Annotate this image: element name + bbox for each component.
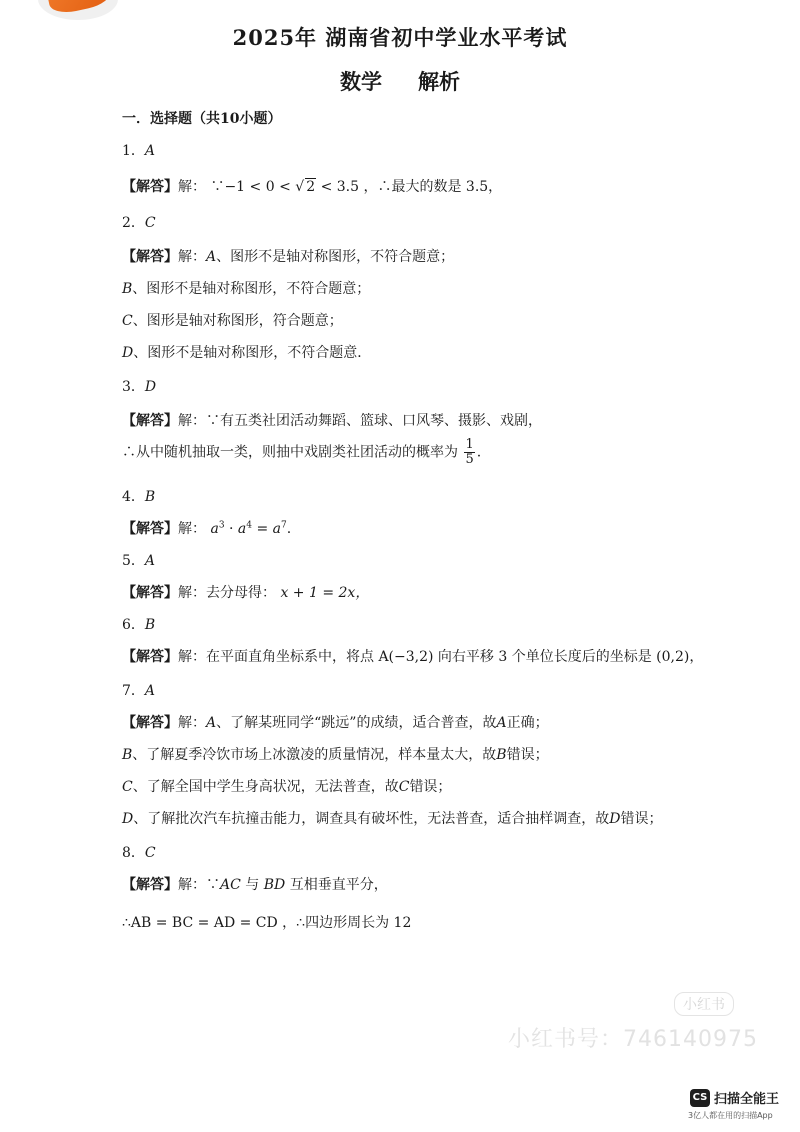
- q4-answer-line: [122, 486, 155, 506]
- q3-answer-line: [122, 376, 156, 396]
- q2-solution-d: [122, 342, 371, 362]
- q6-jie: 解：: [178, 649, 206, 665]
- q3-tag: 【解答】: [122, 413, 178, 429]
- section-heading: 一．选择题（共10小题）: [122, 111, 282, 127]
- xiaohongshu-watermark-id: 小红书号：746140975: [508, 1027, 758, 1052]
- camscanner-icon: CS: [690, 1089, 710, 1107]
- q7-option-d-text: 、了解批次汽车抗撞击能力，调查具有破坏性，无法普查，适合抽样调查，故: [133, 811, 610, 827]
- q7-answer: A: [144, 683, 156, 699]
- q4-solution: [122, 518, 291, 538]
- q5-text: 去分母得：: [206, 585, 276, 601]
- scanner-name: 扫描全能王: [714, 1092, 780, 1107]
- scanner-tagline: 3亿人都在用的扫描App: [688, 1111, 773, 1120]
- q8-solution-1: [122, 874, 388, 894]
- q7-number: 7．: [122, 683, 145, 699]
- q4-equals: =: [252, 521, 273, 537]
- q5-solution: [122, 582, 369, 602]
- q7-option-b-letter: B: [496, 747, 507, 763]
- q3-numerator: 1: [465, 437, 474, 452]
- q8-and: 与: [240, 877, 264, 893]
- xiaohongshu-watermark-badge: 小红书: [674, 992, 734, 1016]
- q4-answer: B: [144, 489, 156, 505]
- q7-option-c: C: [122, 779, 133, 795]
- q7-option-a-end: 正确；: [506, 715, 549, 731]
- q4-end: .: [286, 521, 292, 537]
- q7-solution-b: [122, 744, 549, 764]
- q2-number: 2．: [122, 215, 145, 231]
- q1-solution: 【解答】解： ∵−1 < 0 < √ 2 < 3.5 ，∴最大的数是 3.5，: [122, 179, 503, 195]
- q2-solution-a: [122, 246, 454, 266]
- q8-because: ∵: [206, 877, 220, 893]
- q7-jie: 解：: [178, 715, 206, 731]
- scanner-badge: [690, 1088, 779, 1107]
- page-subtitle: [0, 66, 800, 96]
- q2-answer: C: [144, 215, 156, 231]
- q3-line1: ∵有五类社团活动舞蹈、篮球、口风琴、摄影、戏剧，: [206, 413, 542, 429]
- q5-answer-line: [122, 550, 155, 570]
- q3-jie: 解：: [178, 413, 206, 429]
- q1-answer: A: [144, 143, 156, 159]
- q5-tag: 【解答】: [122, 585, 178, 601]
- q2-option-a-text: 、图形不是轴对称图形，不符合题意；: [216, 249, 455, 265]
- q2-solution-b: [122, 278, 370, 298]
- q6-number: 6．: [122, 617, 145, 633]
- q2-solution-c: [122, 310, 343, 330]
- q8-jie: 解：: [178, 877, 206, 893]
- q7-option-a: A: [206, 715, 217, 731]
- q8-bisect-text: 互相垂直平分，: [285, 877, 388, 893]
- q7-option-c-end: 错误；: [409, 779, 452, 795]
- page-title: 2025年 湖南省初中学业水平考试: [232, 25, 568, 50]
- q4-jie: 解：: [178, 521, 206, 537]
- q7-option-b: B: [122, 747, 133, 763]
- q4-base-1: a: [210, 521, 219, 537]
- q7-option-c-text: 、了解全国中学生身高状况，无法普查，故: [132, 779, 399, 795]
- q7-solution-c: [122, 776, 451, 796]
- q1-part1: ∵−1 < 0 <: [210, 179, 291, 195]
- q7-option-d: D: [122, 811, 134, 827]
- q3-end: .: [476, 444, 482, 461]
- q2-option-d: D: [122, 345, 134, 361]
- q2-jie: 解：: [178, 249, 206, 265]
- q3-number: 3．: [122, 379, 145, 395]
- q4-number: 4．: [122, 489, 145, 505]
- subject-label: 数学: [340, 69, 382, 94]
- q6-tag: 【解答】: [122, 649, 178, 665]
- q1-jie: 解：: [178, 179, 206, 195]
- q2-tag: 【解答】: [122, 249, 178, 265]
- q6-answer-line: [122, 614, 155, 634]
- q1-number: 1．: [122, 143, 145, 159]
- q7-answer-line: [122, 680, 155, 700]
- q2-option-a: A: [206, 249, 217, 265]
- q7-option-a-letter: A: [496, 715, 507, 731]
- q2-option-b: B: [122, 281, 133, 297]
- q7-option-b-end: 错误；: [506, 747, 549, 763]
- q2-option-c: C: [122, 313, 133, 329]
- q6-text: 在平面直角坐标系中，将点 A(−3,2) 向右平移 3 个单位长度后的坐标是 (0,2)，: [206, 649, 704, 665]
- q4-tag: 【解答】: [122, 521, 178, 537]
- q2-option-d-text: 、图形不是轴对称图形，不符合题意．: [133, 345, 372, 361]
- q5-number: 5．: [122, 553, 145, 569]
- q3-line2: ∴从中随机抽取一类，则抽中戏剧类社团活动的概率为: [122, 444, 458, 461]
- q7-tag: 【解答】: [122, 715, 178, 731]
- q4-exp-3: 7: [281, 520, 287, 531]
- q5-jie: 解：: [178, 585, 206, 601]
- q7-option-d-end: 错误；: [620, 811, 663, 827]
- q6-answer: B: [144, 617, 156, 633]
- q7-solution-d: [122, 808, 662, 828]
- q1-tag: 【解答】: [122, 179, 178, 195]
- q1-answer-line: [122, 140, 155, 160]
- app-logo-fragment: [38, 0, 118, 20]
- q3-fraction: [464, 438, 474, 467]
- q3-solution-1: [122, 410, 542, 430]
- q3-denominator: 5: [465, 452, 474, 467]
- q8-answer: C: [144, 845, 156, 861]
- q7-option-b-text: 、了解夏季冷饮市场上冰激凌的质量情况，样本量太大，故: [132, 747, 497, 763]
- q1-radicand: 2: [306, 179, 316, 195]
- q7-option-d-letter: D: [609, 811, 621, 827]
- doc-type-label: 解析: [418, 69, 460, 94]
- q2-option-c-text: 、图形是轴对称图形，符合题意；: [132, 313, 343, 329]
- q3-solution-2: [122, 438, 481, 467]
- q6-solution: [122, 646, 703, 666]
- q1-part2: < 3.5 ，∴最大的数是 3.5，: [320, 179, 503, 195]
- q7-option-a-text: 、了解某班同学“跳远”的成绩，适合普查，故: [216, 715, 497, 731]
- q8-tag: 【解答】: [122, 877, 178, 893]
- q8-number: 8．: [122, 845, 145, 861]
- q4-dot: ·: [224, 521, 238, 537]
- q8-line2: ∴AB = BC = AD = CD ，∴四边形周长为 12: [122, 915, 412, 931]
- q7-solution-a: [122, 712, 549, 732]
- q5-expression: x + 1 = 2x，: [280, 585, 370, 601]
- q8-answer-line: [122, 842, 156, 862]
- q5-answer: A: [144, 553, 156, 569]
- q2-option-b-text: 、图形不是轴对称图形，不符合题意；: [132, 281, 371, 297]
- q8-seg-bd: BD: [263, 877, 286, 893]
- q4-exp-1: 3: [218, 520, 225, 531]
- q7-option-c-letter: C: [398, 779, 410, 795]
- q8-seg-ac: AC: [220, 877, 241, 893]
- q4-base-2: a: [237, 521, 247, 537]
- q8-solution-2: [122, 912, 411, 932]
- q4-base-3: a: [272, 521, 281, 537]
- q4-exp-2: 4: [246, 520, 252, 531]
- q2-answer-line: [122, 212, 156, 232]
- q3-answer: D: [144, 379, 157, 395]
